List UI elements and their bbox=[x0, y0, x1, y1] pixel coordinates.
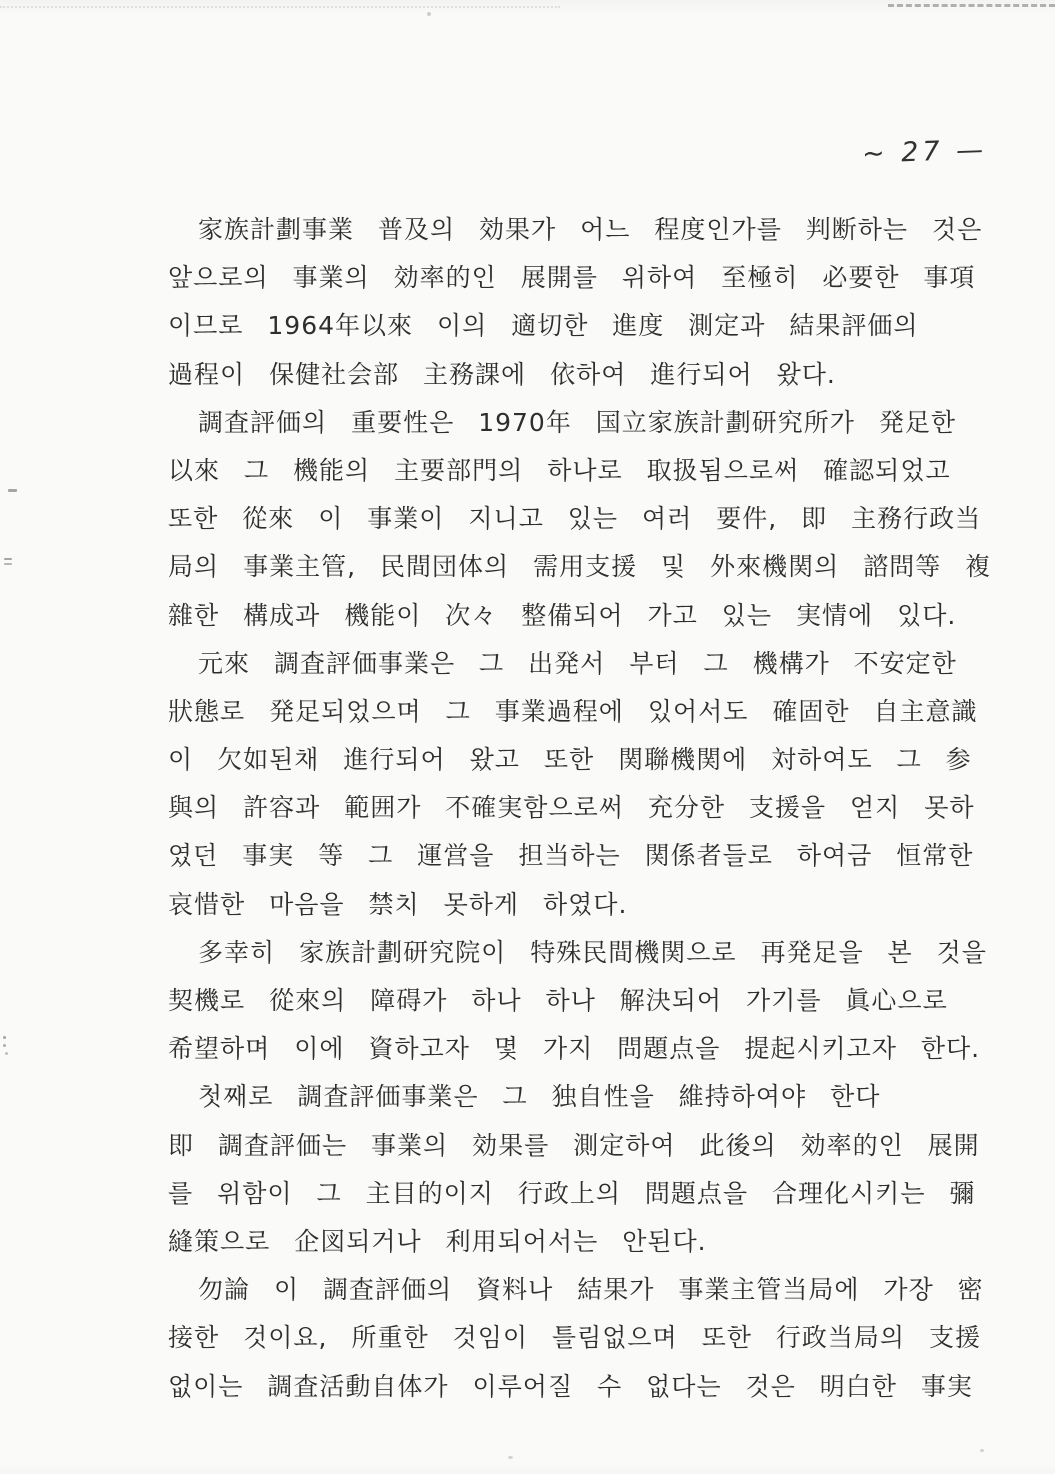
text-line: 縫策으로 企図되거나 利用되어서는 안된다. bbox=[168, 1226, 707, 1256]
text-line: 調査評価의 重要性은 1970年 国立家族計劃研究所가 発足한 bbox=[198, 407, 957, 437]
scan-edge-artifact bbox=[888, 4, 1055, 7]
text-line: 雜한 構成과 機能이 次々 整備되어 가고 있는 実情에 있다. bbox=[168, 600, 957, 630]
text-line: 契機로 從來의 障碍가 하나 하나 解決되어 가기를 眞心으로 bbox=[168, 986, 948, 1015]
text-line: 接한 것이요, 所重한 것임이 틀림없으며 또한 行政当局의 支援 bbox=[168, 1323, 981, 1353]
text-line: 였던 事実 等 그 運営을 担当하는 関係者들로 하여금 恒常한 bbox=[168, 841, 974, 871]
text-line: 與의 許容과 範囲가 不確実함으로써 充分한 支援을 얻지 못하 bbox=[168, 793, 975, 823]
text-line: 이므로 1964年以來 이의 適切한 進度 測定과 結果評価의 bbox=[168, 311, 919, 341]
text-line: 哀惜한 마음을 禁치 못하게 하였다. bbox=[168, 889, 628, 919]
text-line: 過程이 保健社会部 主務課에 依하여 進行되어 왔다. bbox=[168, 359, 836, 389]
text-line: 即 調査評価는 事業의 効果를 測定하여 此後의 効率的인 展開 bbox=[168, 1130, 980, 1160]
page-number: ~ 27 — bbox=[861, 134, 988, 170]
scan-speck bbox=[3, 1036, 6, 1039]
text-line: 希望하며 이에 資하고자 몇 가지 問題点을 提起시키고자 한다. bbox=[168, 1034, 981, 1064]
document-body-text bbox=[168, 206, 992, 1411]
text-line: 이 欠如된채 進行되어 왔고 또한 関聯機関에 対하여도 그 参 bbox=[168, 745, 972, 775]
text-line: 局의 事業主管, 民間団体의 需用支援 및 外來機関의 諮問等 複 bbox=[168, 552, 992, 582]
text-line: 以來 그 機能의 主要部門의 하나로 取扱됨으로써 確認되었고 bbox=[168, 455, 951, 485]
scan-speck bbox=[980, 1449, 984, 1452]
text-line: 狀態로 発足되었으며 그 事業過程에 있어서도 確固한 自主意識 bbox=[168, 696, 978, 726]
text-line: 를 위함이 그 主目的이지 行政上의 問題点을 合理化시키는 彌 bbox=[168, 1178, 976, 1208]
text-line: 첫째로 調査評価事業은 그 独自性을 維持하여야 한다 bbox=[198, 1082, 881, 1112]
scan-edge-artifact bbox=[0, 6, 560, 8]
text-line: 없이는 調査活動自体가 이루어질 수 없다는 것은 明白한 事実 bbox=[168, 1371, 973, 1401]
scan-speck bbox=[4, 558, 12, 560]
scan-speck bbox=[8, 489, 17, 492]
text-line: 家族計劃事業 普及의 効果가 어느 程度인가를 判断하는 것은 bbox=[198, 215, 983, 244]
text-line: 多幸히 家族計劃研究院이 特殊民間機関으로 再発足을 본 것을 bbox=[198, 937, 987, 967]
text-line: 勿論 이 調査評価의 資料나 結果가 事業主管当局에 가장 密 bbox=[198, 1275, 984, 1305]
text-line: 또한 從來 이 事業이 지니고 있는 여러 要件, 即 主務行政当 bbox=[168, 504, 982, 534]
scan-speck bbox=[508, 1456, 513, 1459]
scan-speck bbox=[427, 12, 431, 16]
text-line: 元來 調査評価事業은 그 出発서 부터 그 機構가 不安定한 bbox=[198, 648, 957, 678]
text-line: 앞으로의 事業의 効率的인 展開를 위하여 至極히 必要한 事項 bbox=[168, 263, 976, 293]
